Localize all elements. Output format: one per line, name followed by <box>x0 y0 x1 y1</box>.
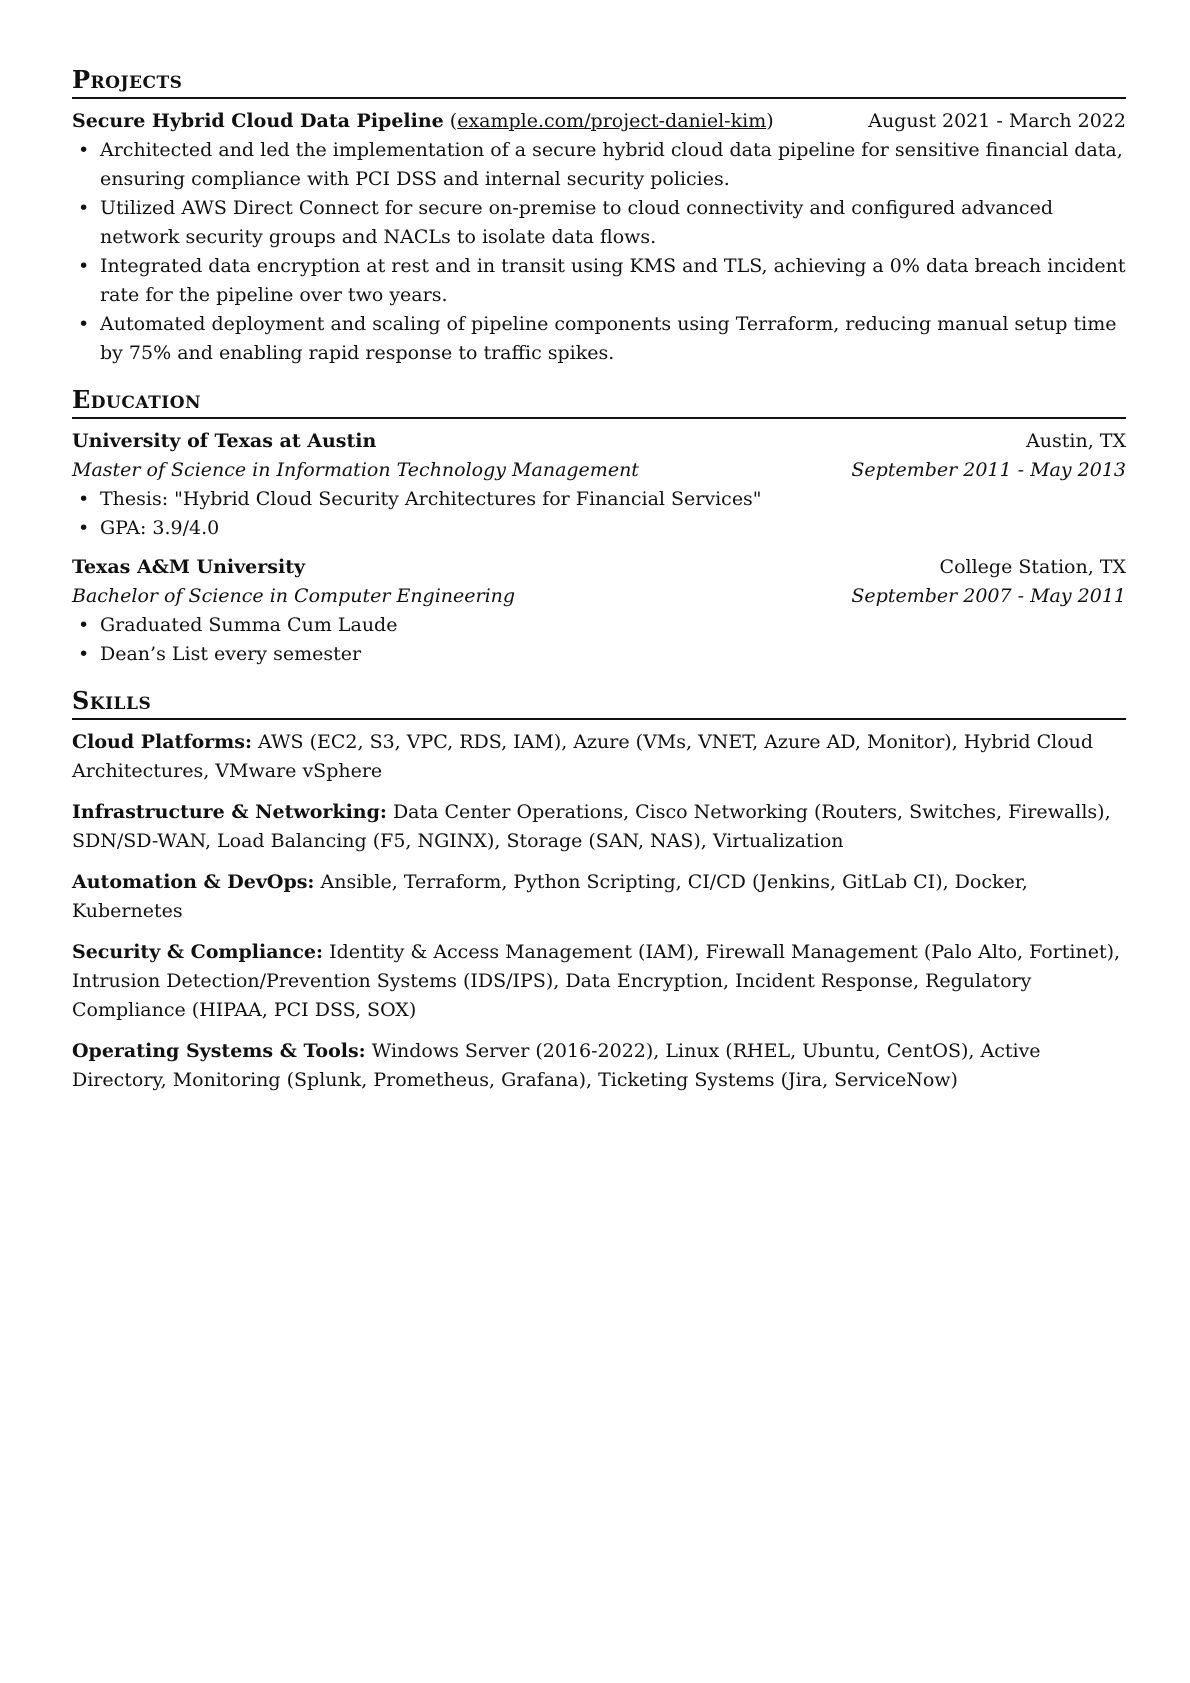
school-name: University of Texas at Austin <box>72 430 377 452</box>
degree-name: Bachelor of Science in Computer Engineering <box>72 585 516 607</box>
list-item: • Integrated data encryption at rest and in transit using KMS and TLS, achieving a 0% data breach incident rate for the pipeline over two years. <box>72 252 1126 310</box>
education-section <box>72 386 1126 669</box>
education-bullets <box>72 611 1126 669</box>
list-item: • Thesis: "Hybrid Cloud Security Architectures for Financial Services" <box>72 485 1126 514</box>
skill-label: Automation & DevOps: <box>72 871 315 893</box>
skill-row <box>72 1037 1126 1095</box>
education-subheader <box>72 456 1126 485</box>
skill-label: Operating Systems & Tools: <box>72 1040 366 1062</box>
skill-row <box>72 868 1126 926</box>
project-dates: August 2021 - March 2022 <box>868 110 1126 132</box>
skill-label: Infrastructure & Networking: <box>72 801 387 823</box>
skill-value: Identity & Access Management (IAM), Firewall Management (Palo Alto, Fortinet), Intrusion Detection/Prevention Systems (IDS/IPS), Data Encryption, Incident Response, Regulatory Compliance (HIPAA, PCI DSS, SOX) <box>72 941 1121 1021</box>
skill-row <box>72 938 1126 1025</box>
skills-section <box>72 687 1126 1095</box>
project-header <box>72 107 1126 136</box>
skill-value: AWS (EC2, S3, VPC, RDS, IAM), Azure (VMs, VNET, Azure AD, Monitor), Hybrid Cloud Architectures, VMware vSphere <box>72 731 1094 782</box>
education-header <box>72 427 1126 456</box>
education-bullets <box>72 485 1126 543</box>
education-subheader <box>72 582 1126 611</box>
education-dates: September 2011 - May 2013 <box>851 459 1126 481</box>
project-entry <box>72 107 1126 368</box>
project-link-close-paren: ) <box>766 110 774 132</box>
resume-page <box>72 66 1126 1113</box>
project-title-group <box>72 107 774 136</box>
skill-value: Windows Server (2016-2022), Linux (RHEL, Ubuntu, CentOS), Active Directory, Monitoring (Splunk, Prometheus, Grafana), Ticketing Systems (Jira, ServiceNow) <box>72 1040 1041 1091</box>
education-entry <box>72 553 1126 669</box>
project-bullets <box>72 136 1126 368</box>
school-location: Austin, TX <box>1026 430 1126 452</box>
school-name: Texas A&M University <box>72 556 306 578</box>
skill-value: Ansible, Terraform, Python Scripting, CI/CD (Jenkins, GitLab CI), Docker, Kubernetes <box>72 871 1028 922</box>
skill-label: Security & Compliance: <box>72 941 324 963</box>
education-header <box>72 553 1126 582</box>
education-dates: September 2007 - May 2011 <box>851 585 1126 607</box>
skill-row <box>72 728 1126 786</box>
degree-name: Master of Science in Information Technology Management <box>72 459 639 481</box>
list-item: • Architected and led the implementation of a secure hybrid cloud data pipeline for sensitive financial data, ensuring compliance with PCI DSS and internal security policies. <box>72 136 1126 194</box>
skill-label: Cloud Platforms: <box>72 731 252 753</box>
skills-heading: Skills <box>72 687 1126 720</box>
school-location: College Station, TX <box>939 556 1126 578</box>
list-item: • Automated deployment and scaling of pipeline components using Terraform, reducing manual setup time by 75% and enabling rapid response to traffic spikes. <box>72 310 1126 368</box>
skill-row <box>72 798 1126 856</box>
education-entry <box>72 427 1126 543</box>
project-link[interactable]: example.com/project-daniel-kim <box>457 110 767 132</box>
list-item: • Utilized AWS Direct Connect for secure on-premise to cloud connectivity and configured advanced network security groups and NACLs to isolate data flows. <box>72 194 1126 252</box>
list-item: • GPA: 3.9/4.0 <box>72 514 1126 543</box>
projects-section <box>72 66 1126 368</box>
project-link-open-paren: ( <box>449 110 458 132</box>
list-item: • Graduated Summa Cum Laude <box>72 611 1126 640</box>
skill-value: Data Center Operations, Cisco Networking (Routers, Switches, Firewalls), SDN/SD-WAN, Load Balancing (F5, NGINX), Storage (SAN, NAS), Virtualization <box>72 801 1111 852</box>
projects-heading: Projects <box>72 66 1126 99</box>
project-name: Secure Hybrid Cloud Data Pipeline <box>72 110 444 132</box>
list-item: • Dean’s List every semester <box>72 640 1126 669</box>
education-heading: Education <box>72 386 1126 419</box>
